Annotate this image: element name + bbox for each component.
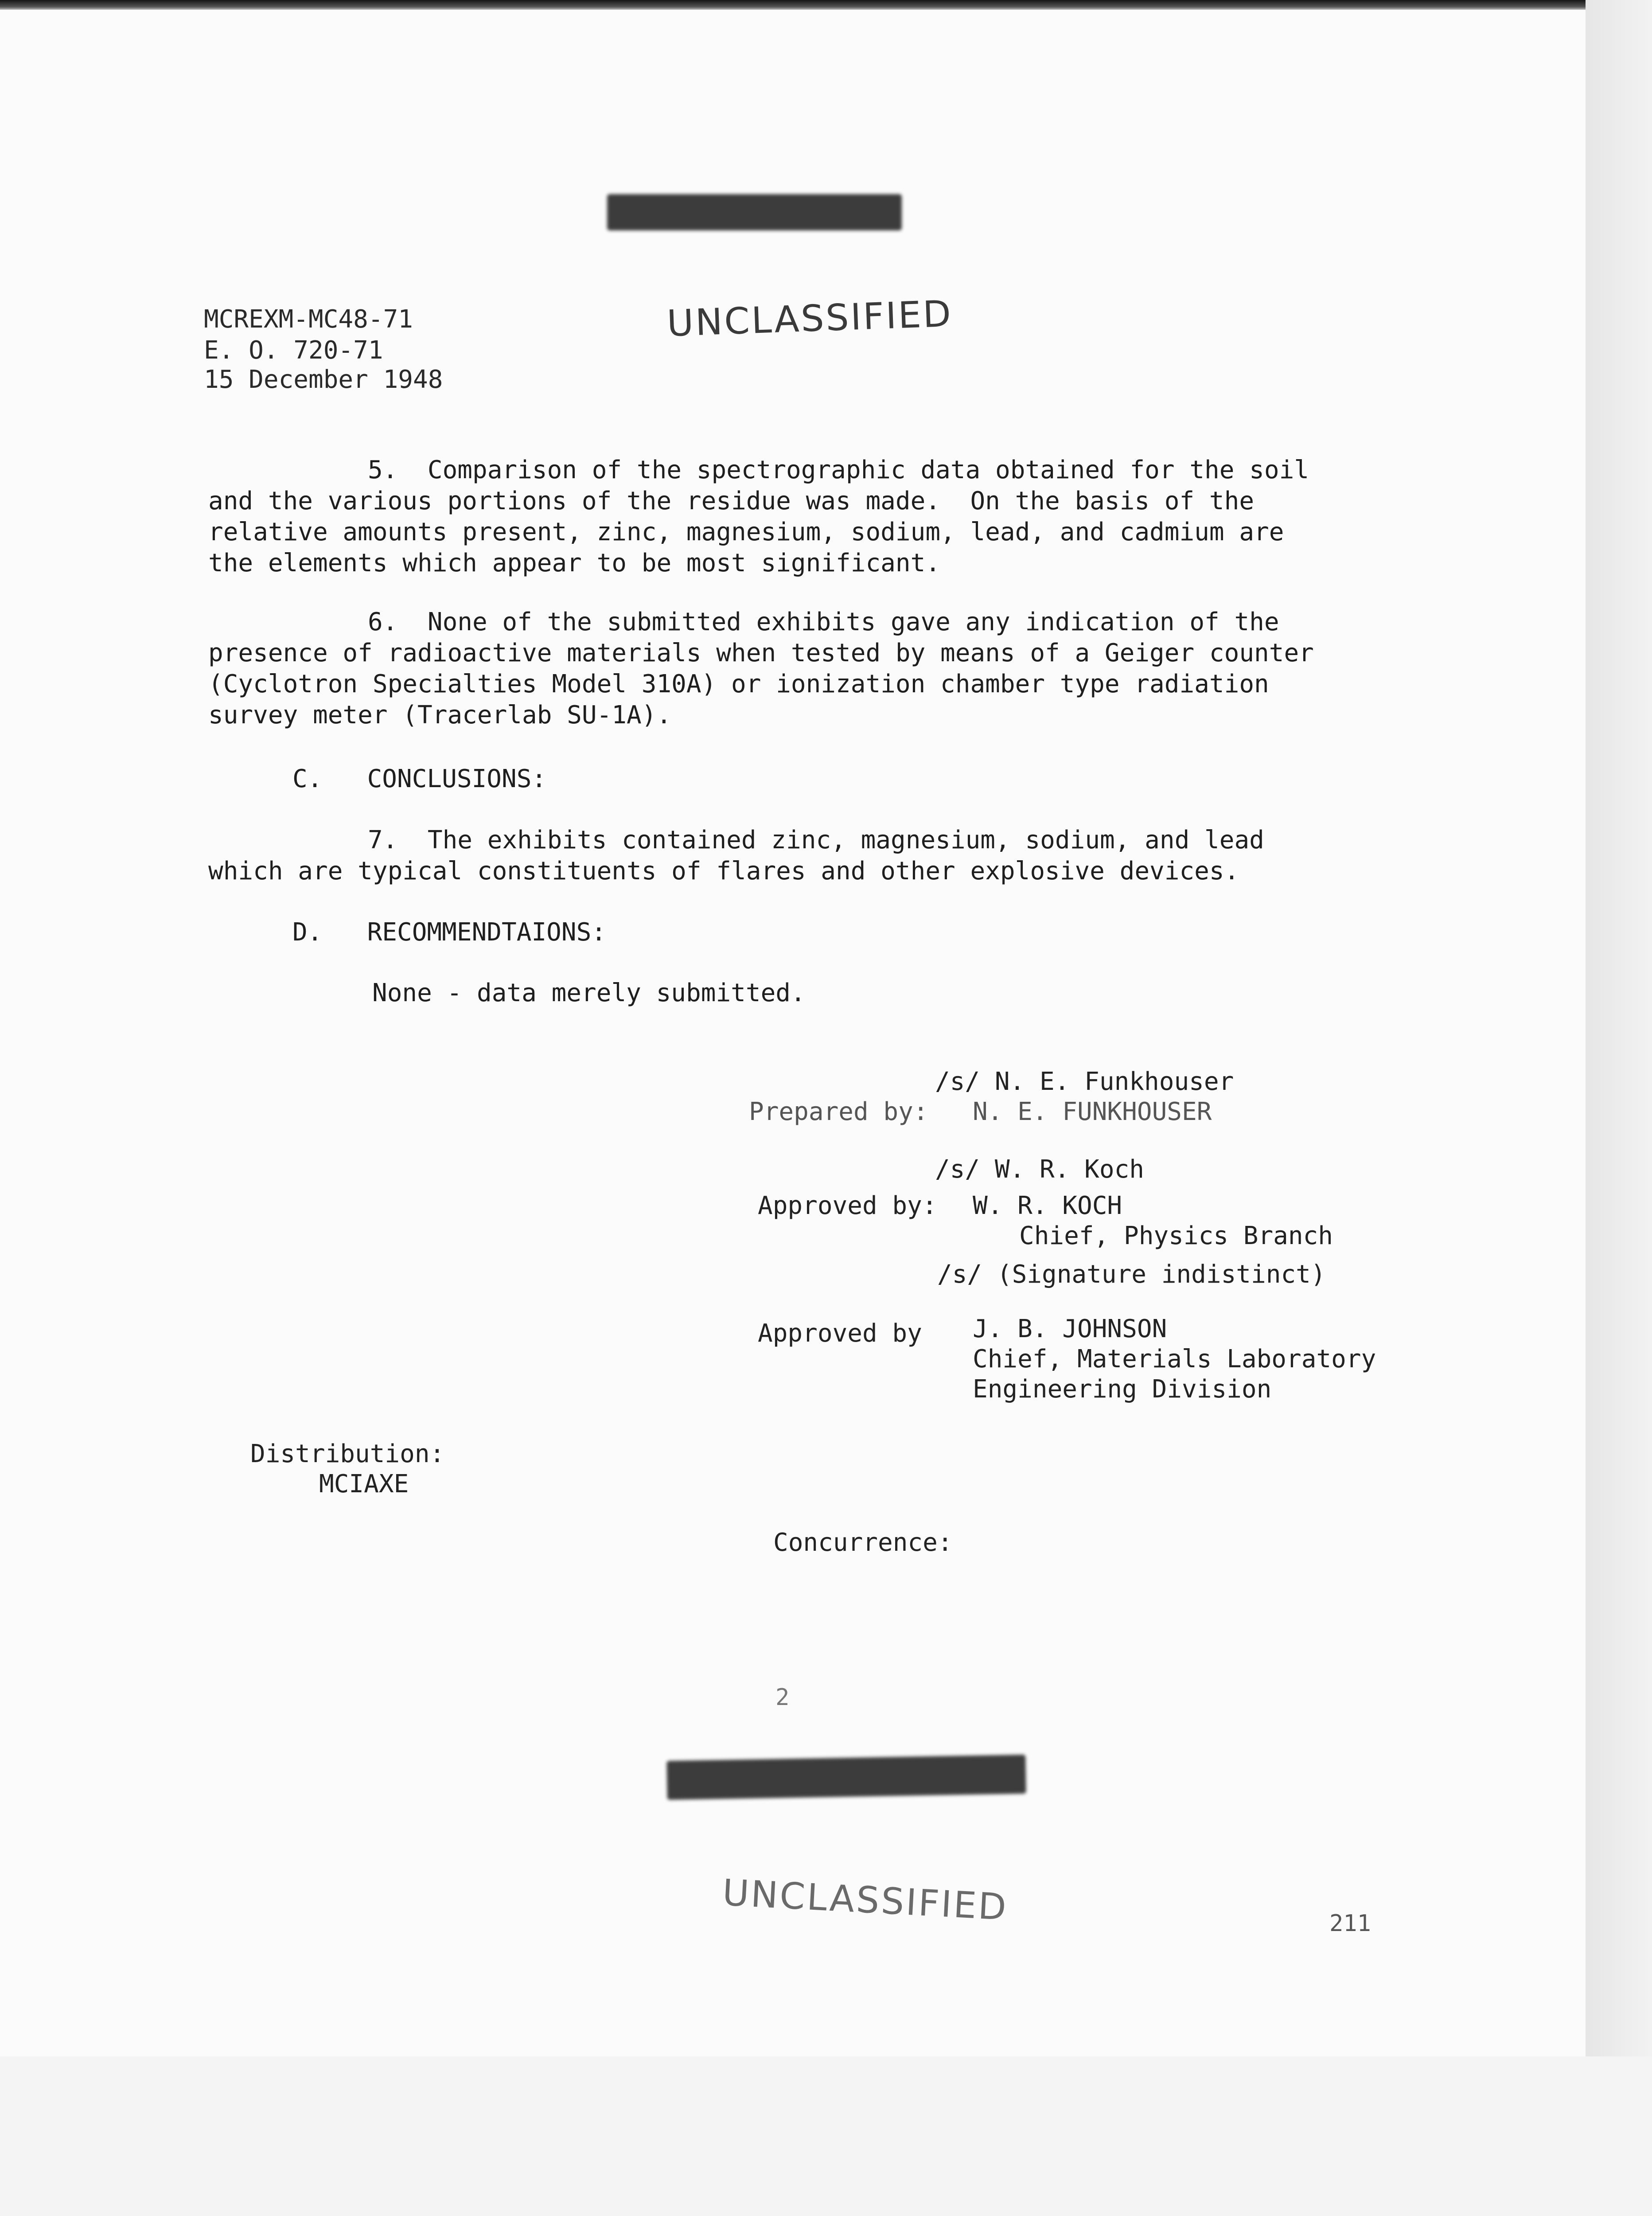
paragraph-6-line-4: survey meter (Tracerlab SU-1A). — [208, 701, 672, 730]
section-d-heading: D. RECOMMENDTAIONS: — [292, 918, 607, 947]
paragraph-6-line-2: presence of radioactive materials when tested by means of a Geiger counter — [208, 639, 1314, 667]
paragraph-5-line-4: the elements which appear to be most significant. — [208, 549, 941, 577]
paragraph-6-line-3: (Cyclotron Specialties Model 310A) or ionization chamber type radiation — [208, 670, 1269, 698]
section-c-heading: C. CONCLUSIONS: — [292, 765, 547, 793]
approved-by-label-1: Approved by: — [758, 1191, 937, 1220]
order-number: E. O. 720-71 — [204, 336, 383, 365]
johnson-name: J. B. JOHNSON — [973, 1315, 1167, 1343]
redaction-bar-top — [607, 194, 902, 230]
distribution-value: MCIAXE — [319, 1470, 409, 1498]
file-reference: MCREXM-MC48-71 — [204, 305, 413, 334]
scan-border-bottom — [0, 2056, 1652, 2216]
koch-signature: /s/ W. R. Koch — [935, 1155, 1145, 1184]
funkhouser-signature: /s/ N. E. Funkhouser — [935, 1067, 1234, 1096]
indistinct-signature: /s/ (Signature indistinct) — [937, 1260, 1326, 1289]
paragraph-5-line-3: relative amounts present, zinc, magnesium, sodium, lead, and cadmium are — [208, 518, 1284, 546]
koch-title: Chief, Physics Branch — [1019, 1221, 1333, 1250]
scan-border-right — [1586, 0, 1652, 2056]
paragraph-5-line-2: and the various portions of the residue was made. On the basis of the — [208, 487, 1255, 515]
classification-stamp-top: UNCLASSIFIED — [666, 293, 954, 345]
paragraph-7-line-2: which are typical constituents of flares and other explosive devices. — [208, 857, 1239, 886]
paragraph-5-line-1: 5. Comparison of the spectrographic data obtained for the soil — [368, 456, 1309, 484]
distribution-label: Distribution: — [250, 1440, 445, 1468]
prepared-by-label: Prepared by: — [749, 1097, 928, 1126]
koch-name: W. R. KOCH — [973, 1191, 1122, 1220]
paragraph-7-line-1: 7. The exhibits contained zinc, magnesium, sodium, and lead — [368, 826, 1264, 854]
prepared-by-name: N. E. FUNKHOUSER — [973, 1097, 1212, 1126]
johnson-title-2: Engineering Division — [973, 1375, 1272, 1404]
recommendation-text: None - data merely submitted. — [372, 979, 806, 1007]
document-date: 15 December 1948 — [204, 365, 443, 394]
classification-stamp-bottom: UNCLASSIFIED — [721, 1872, 1009, 1929]
redaction-bar-bottom — [666, 1755, 1026, 1800]
johnson-title-1: Chief, Materials Laboratory — [973, 1345, 1376, 1373]
paragraph-6-line-1: 6. None of the submitted exhibits gave any indication of the — [368, 608, 1279, 636]
page-number: 2 — [775, 1684, 790, 1711]
corner-page-mark: 211 — [1329, 1910, 1371, 1937]
scan-border-top — [0, 0, 1652, 10]
concurrence-label: Concurrence: — [773, 1528, 953, 1557]
approved-by-label-2: Approved by — [758, 1319, 922, 1348]
